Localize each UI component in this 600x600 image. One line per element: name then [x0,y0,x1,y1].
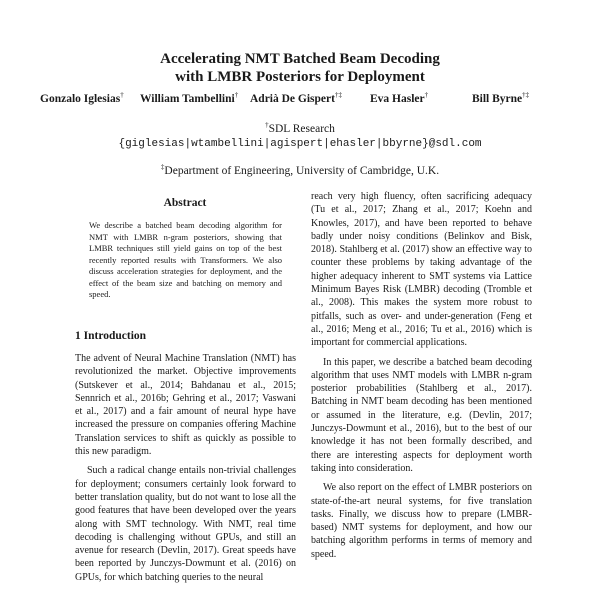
email-list: {giglesias|wtambellini|agispert|ehasler|bbyrne}@sdl.com [118,138,482,150]
author-list [40,93,560,107]
section-introduction-heading: 1 Introduction [75,330,147,342]
right-paragraph-2: In this paper, we describe a batched beam decoding algorithm that uses NMT models with LMBR n-gram posterior probabilities (Stahlberg et al., 2017). Batching in NMT beam decoding has been mentioned or assumed in the literature, e.g. (Devlin, 2017; Junczys-Dowmunt et al., 2016), but to the best of our knowledge it has not been formally described, and there are interesting aspects for deployment worth taking into consideration. [311,356,532,474]
affiliation-sdl: †SDL Research [265,121,335,135]
affiliation-cambridge: ‡Department of Engineering, University of Cambridge, U.K. [160,163,440,177]
intro-paragraph-2: Such a radical change entails non-trivial challenges for deployment; consumers certainly look forward to better translation quality, but do not want to lose all the good features that have been developed over the years along with SMT technology. With NMT, real time decoding is challenging without GPUs, and still an avenue for research (Devlin, 2017). Great speeds have been reported by Junczys-Dowmunt et al. (2016) on GPUs, for which batching queries to the neural [75,465,296,583]
author-4: Eva Hasler† [370,91,429,105]
abstract-heading: Abstract [163,197,207,209]
author-5: Bill Byrne†‡ [472,91,530,105]
left-column [75,352,296,590]
right-column [311,190,532,567]
title-line-1: Accelerating NMT Batched Beam Decoding [160,51,440,67]
author-1: Gonzalo Iglesias† [40,91,124,105]
paper-title [0,50,600,86]
right-paragraph-1: reach very high fluency, often sacrificing adequacy (Tu et al., 2017; Zhang et al., 2017; Koehn and Knowles, 2017), and have been reported to behave badly under noisy conditions (Belinkov and Bisk, 2018). Stahlberg et al. (2017) show an effective way to counter these problems by taking advantage of the higher adequacy inherent to SMT systems via Lattice Minimum Bayes Risk (LMBR) decoding (Tromble et al., 2008). This makes the system more robust to pitfalls, such as over- and under-generation (Feng et al., 2016; Meng et al., 2016; Tu et al., 2016) which is important for commercial applications. [311,191,532,349]
intro-paragraph-1: The advent of Neural Machine Translation (NMT) has revolutionized the market. Objective improvements (Sutskever et al., 2014; Bahdanau et al., 2015; Sennrich et al., 2016b; Gehring et al., 2017; Vaswani et al., 2017) and a fair amount of neural hype have increased the pressure on companies offering Machine Translation services to shift as quickly as possible to this new paradigm. [75,353,296,458]
abstract-text: We describe a batched beam decoding algorithm for NMT with LMBR n-gram posteriors, showing that LMBR techniques still yield gains on top of the best recently reported results with Transformers. We also discuss acceleration strategies for deployment, and the effect of the beam size and batching on memory and speed. [89,220,282,299]
title-line-2: with LMBR Posteriors for Deployment [175,69,425,85]
author-3: Adrià De Gispert†‡ [250,91,342,105]
author-2: William Tambellini† [140,91,239,105]
right-paragraph-3: We also report on the effect of LMBR posteriors on state-of-the-art neural systems, for five translation tasks. Finally, we discuss how to prepare (LMBR-based) NMT systems for deployment, and how our batching algorithm performs in terms of memory and speed. [311,482,532,560]
